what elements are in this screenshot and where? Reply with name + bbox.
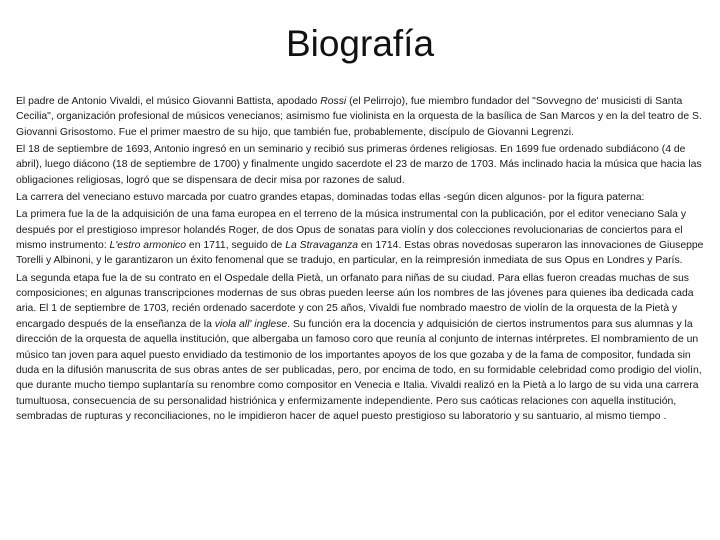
text-run-italic: L'estro armonico	[109, 240, 187, 252]
text-run: La carrera del veneciano estuvo marcada por cuatro grandes etapas, dominadas todas ellas -según dicen algunos- por la figura paterna:	[16, 192, 645, 204]
page-title: Biografía	[285, 23, 435, 64]
text-run-italic: La Stravaganza	[285, 240, 359, 252]
text-run: El padre de Antonio Vivaldi, el músico Giovanni Battista, apodado	[16, 96, 321, 107]
text-run: (el Pelirrojo), fue miembro fundador del "Sovvegno de' musicisti di Santa Cecilia", organización profesional de músicos venecianos; asimismo fue violinista en la orquesta de la basílica de San Marcos y en la del teatro de S. Giovanni Grisostomo. Fue el primer maestro de su hijo, que también fue, probablemente, discípulo de Giovanni Legrenzi.	[16, 96, 702, 138]
text-run: en 1711, seguido de	[186, 240, 286, 252]
paragraph-father	[16, 94, 704, 140]
paragraph-first-stage	[16, 207, 704, 268]
paragraph-second-stage	[16, 271, 704, 424]
text-run: El 18 de septiembre de 1693, Antonio ingresó en un seminario y recibió sus primeras órdenes religiosas. En 1699 fue ordenado subdiácono (4 de abril), luego diácono (18 de septiembre de 1700) y finalmente ungido sacerdote el 23 de marzo de 1703. Más inclinado hacia la música que hacia las obligaciones religiosas, logró que se dispensara de decir misa por razones de salud.	[16, 144, 702, 186]
paragraph-career-stages	[16, 190, 704, 205]
paragraph-ordination	[16, 142, 704, 188]
text-run-italic: viola all' inglese	[214, 318, 288, 330]
text-run-italic: Rossi	[320, 96, 347, 107]
text-run: La segunda etapa fue la de su contrato en el Ospedale della Pietà, un orfanato para niñas de su ciudad. Para ellas fueron creadas muchas de sus composiciones; en algunas transcripciones modernas de sus obras pueden leerse aún los nombres de las jóvenes para quienes iba dedicada cada aria. El 1 de septiembre de 1703, recién ordenado sacerdote y con 25 años, Vivaldi fue nombrado maestro de violín de la orquesta de la Pietà y encargado después de la enseñanza de la	[16, 272, 694, 330]
text-run: en 1714. Estas obras novedosas superaron las innovaciones de Giuseppe Torelli y Albinoni, y le garantizaron un éxito fenomenal que se tradujo, en particular, en la reimpresión inmediata de sus Opus en Londres y París.	[16, 240, 704, 267]
text-run: . Su función era la docencia y adquisición de ciertos instrumentos para sus alumnas y la dirección de la orquesta de aquella institución, que albergaba un famoso coro que reunía al conjunto de internas intérpretes. El nombramiento de un músico tan joven para aquel puesto envidiado da testimonio de los importantes apoyos de los que gozaba y de la fama de compositor, fundada sin duda en la difusión manuscrita de sus obras antes de ser publicadas, pero, por encima de todo, en su formidable celebridad como prodigio del violín, que durante mucho tiempo suplantaría su renombre como compositor en Venecia e Italia. Vivaldi realizó en la Pietà a lo largo de su vida una carrera tumultuosa, consecuencia de su personalidad histriónica y enfermizamente independiente. Pero sus caóticas relaciones con aquella institución, sembradas de rupturas y reconciliaciones, no le impidieron hacer de aquel puesto prestigioso su laboratorio y su santuario, al mismo tiempo .	[16, 318, 702, 422]
biography-text	[16, 94, 704, 426]
text-run: La primera fue la de la adquisición de una fama europea en el terreno de la música instrumental con la publicación, por el editor veneciano Sala y después por el prestigioso impresor holandés Roger, de dos Opus de sonatas para violín y dos colecciones revolucionarias de conciertos para el mismo instrumento:	[16, 209, 687, 252]
